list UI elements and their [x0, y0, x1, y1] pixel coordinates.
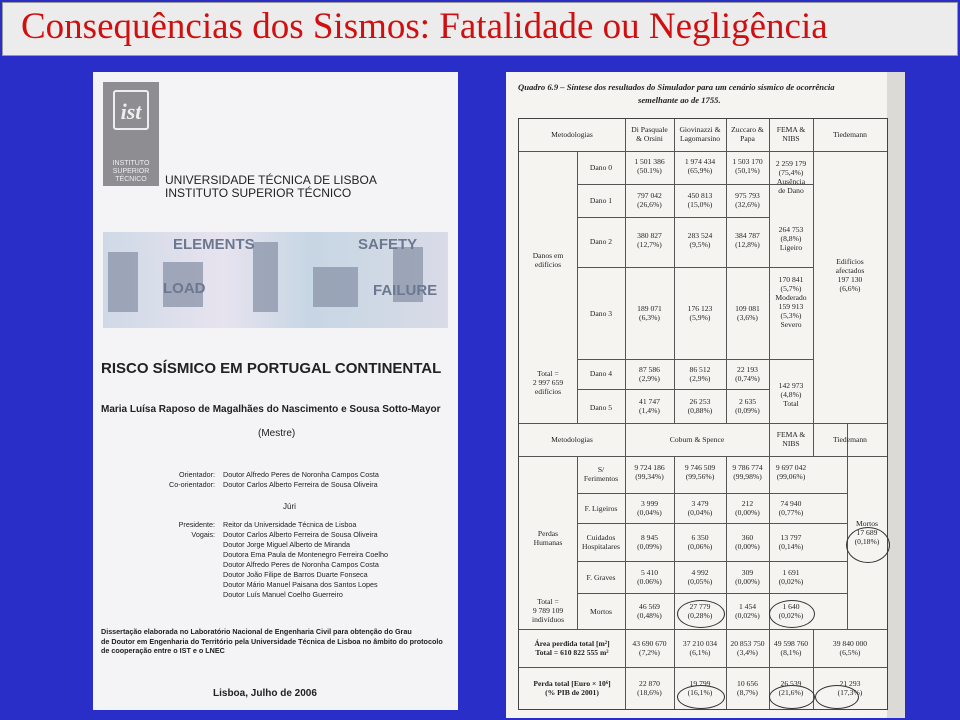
cell: 797 042 (26,6%)	[637, 191, 662, 209]
cell: 5 410 (0.06%)	[637, 568, 662, 586]
cell: 9 786 774 (99,98%)	[732, 463, 763, 481]
cell: 1 501 386 (50.1%)	[634, 157, 665, 175]
ist-logo-text: INSTITUTO SUPERIOR TÉCNICO	[112, 160, 150, 183]
row-label: Cuidados Hospitalares	[582, 533, 620, 551]
hand-circle-mark	[846, 527, 890, 563]
ist-logo-mark: ist	[113, 90, 149, 130]
fema-cell: 2 259 179 (75,4%) Ausência de Dano	[775, 159, 807, 195]
header-cell: Coburn & Spence	[669, 435, 725, 444]
place-date: Lisboa, Julho de 2006	[213, 688, 317, 699]
cell: 26 253 (0,88%)	[687, 397, 713, 415]
cell: 49 598 760 (8,1%)	[773, 639, 809, 657]
cell: 109 081 (3,6%)	[735, 304, 760, 322]
row-label: F. Graves	[586, 573, 616, 582]
jury-member: Doutor João Filipe de Barros Duarte Fonseca	[223, 570, 368, 579]
cell: 1 640 (0,02%)	[778, 602, 804, 620]
hand-circle-mark	[677, 600, 725, 628]
jury-member: Doutor Luís Manuel Coelho Guerreiro	[223, 590, 343, 599]
cell: 6 350 (0,06%)	[687, 533, 713, 551]
cell: 4 992 (0,05%)	[687, 568, 713, 586]
cell: 450 813 (15,0%)	[687, 191, 713, 209]
cell: 9 746 509 (99,56%)	[684, 463, 716, 481]
jury-member: Doutor Jorge Miguel Alberto de Miranda	[223, 540, 351, 549]
row-label: Dano 4	[589, 369, 613, 378]
cell: 2 635 (0,09%)	[735, 397, 760, 415]
row-label: Dano 2	[589, 237, 613, 246]
jury-member: Reitor da Universidade Técnica de Lisboa	[223, 520, 357, 529]
jury-member: Doutora Ema Paula de Montenegro Ferreira Coelho	[223, 550, 389, 559]
row-label: Dano 1	[589, 196, 613, 205]
art-word: LOAD	[163, 280, 206, 297]
cell: 46 569 (0,48%)	[637, 602, 662, 620]
cell: 212 (0,00%)	[735, 499, 760, 517]
header-cell: Tiedemann	[833, 130, 867, 139]
page-edge	[887, 72, 905, 718]
university-name: UNIVERSIDADE TÉCNICA DE LISBOA INSTITUTO SUPERIOR TÉCNICO	[165, 173, 377, 200]
tiedemann-cell: Mortos 17 689 (0,18%)	[854, 519, 880, 546]
row-label: Área perdida total [m²] Total = 610 822 555 m²	[534, 639, 610, 657]
row-label: S/ Ferimentos	[583, 465, 619, 483]
total-label: Total = 2 997 659 edifícios	[532, 369, 564, 396]
thesis-cover	[93, 72, 458, 710]
tiedemann-cell: Edifícios afectados 197 130 (6,6%)	[835, 257, 865, 293]
row-label: Dano 3	[589, 309, 613, 318]
art-word: ELEMENTS	[173, 236, 255, 253]
cell: 176 123 (5,9%)	[687, 304, 713, 322]
cell: 26 539 (21,6%)	[778, 679, 804, 697]
header-cell: FEMA & NIBS	[776, 430, 806, 448]
dissertation-note: Dissertação elaborada no Laboratório Nacional de Engenharia Civil para obtenção do Grau de Doutor em Engenharia do Território pela Universidade Técnica de Lisboa no âmbito do protocolo de cooperação entre o IST e o LNEC	[101, 627, 443, 655]
cell: 380 827 (12,7%)	[637, 231, 662, 249]
cell: 309 (0,00%)	[735, 568, 760, 586]
degree: (Mestre)	[258, 428, 296, 439]
cell: 37 210 034 (6,1%)	[682, 639, 718, 657]
cell: 8 945 (0,09%)	[637, 533, 662, 551]
header-cell: Tiedemann	[833, 435, 867, 444]
cell: 22 870 (18,6%)	[637, 679, 662, 697]
table-caption: Quadro 6.9 – Síntese dos resultados do Simulador para um cenário sísmico de ocorrência semelhante ao de 1755.	[518, 82, 835, 105]
jury-heading: Júri	[283, 502, 296, 511]
cell: 43 690 670 (7,2%)	[632, 639, 667, 657]
cell: 1 503 170 (50,1%)	[732, 157, 763, 175]
cell: 20 853 750 (3,4%)	[730, 639, 765, 657]
total-label: Total = 9 789 109 indivíduos	[531, 597, 565, 624]
jury-member: Doutor Alfredo Peres de Noronha Campos Costa	[223, 560, 379, 569]
cell: 975 793 (32,6%)	[735, 191, 760, 209]
results-table	[518, 118, 888, 710]
author-name: Maria Luísa Raposo de Magalhães do Nascimento e Sousa Sotto-Mayor	[101, 404, 441, 415]
cell: 1 454 (0,02%)	[735, 602, 760, 620]
fema-cell: 170 841 (5,7%) Moderado 159 913 (5,3%) Severo	[775, 275, 807, 329]
group-label: Danos em edifícios	[532, 251, 564, 269]
cell: 86 512 (2,9%)	[689, 365, 711, 383]
cell: 27 779 (0,28%)	[687, 602, 713, 620]
cover-artwork	[103, 232, 448, 328]
cell: 3 999 (0,04%)	[637, 499, 662, 517]
cell: 189 071 (6,3%)	[637, 304, 662, 322]
row-label: Mortos	[590, 607, 612, 616]
advisor-role: Orientador:	[179, 470, 215, 479]
cell: 1 974 434 (65,9%)	[684, 157, 716, 175]
cell: 41 747 (1,4%)	[639, 397, 660, 415]
cell: 360 (0,00%)	[735, 533, 760, 551]
art-word: FAILURE	[373, 282, 438, 299]
advisor-name: Doutor Carlos Alberto Ferreira de Sousa Oliveira	[223, 480, 378, 489]
art-word: SAFETY	[358, 236, 418, 253]
header-cell: FEMA & NIBS	[776, 125, 806, 143]
jury-role: Presidente:	[178, 520, 215, 529]
cell: 9 697 042 (99,06%)	[775, 463, 807, 481]
jury-role: Vogais:	[191, 530, 215, 539]
advisor-name: Doutor Alfredo Peres de Noronha Campos Costa	[223, 470, 379, 479]
cell: 10 656 (8,7%)	[737, 679, 758, 697]
row-label: Dano 0	[589, 163, 613, 172]
header-cell: Metodologias	[551, 130, 593, 139]
hand-circle-mark	[677, 685, 725, 709]
hand-circle-mark	[769, 600, 815, 628]
cell: 22 193 (0,74%)	[735, 365, 760, 383]
fema-cell: 142 973 (4,8%) Total	[778, 381, 804, 408]
jury-member: Doutor Mário Manuel Paisana dos Santos Lopes	[223, 580, 378, 589]
slide-title: Consequências dos Sismos: Fatalidade ou Negligência	[21, 6, 828, 47]
cell: 21 293 (17,3%)	[837, 679, 863, 697]
jury-member: Doutor Carlos Alberto Ferreira de Sousa Oliveira	[223, 530, 378, 539]
cell: 3 479 (0,04%)	[687, 499, 713, 517]
report-title: RISCO SÍSMICO EM PORTUGAL CONTINENTAL	[101, 360, 442, 377]
cell: 283 524 (9,5%)	[687, 231, 713, 249]
ist-logo	[103, 82, 159, 186]
cell: 19 799 (16,1%)	[687, 679, 713, 697]
row-label: Perda total [Euro × 10⁶] (% PIB de 2001)	[533, 679, 611, 697]
row-label: F. Ligeiros	[584, 504, 618, 513]
advisor-role: Co-orientador:	[169, 480, 215, 489]
cell: 13 797 (0,14%)	[778, 533, 804, 551]
hand-circle-mark	[815, 685, 859, 709]
cell: 87 586 (2,9%)	[639, 365, 660, 383]
header-cell: Metodologias	[551, 435, 593, 444]
title-bar	[2, 2, 958, 56]
header-cell: Zuccaro & Papa	[731, 125, 764, 143]
cell: 39 840 000 (6,5%)	[832, 639, 868, 657]
group-label: Perdas Humanas	[533, 529, 563, 547]
header-cell: Di Pasquale & Orsini	[631, 125, 668, 143]
header-cell: Giovinazzi & Lagomarsino	[679, 125, 721, 143]
cell: 9 724 186 (99,34%)	[634, 463, 665, 481]
cell: 1 691 (0,02%)	[778, 568, 804, 586]
cell: 74 940 (0,77%)	[778, 499, 804, 517]
hand-circle-mark	[769, 685, 815, 709]
cell: 384 787 (12,8%)	[735, 231, 760, 249]
row-label: Dano 5	[589, 403, 613, 412]
table-page	[506, 72, 905, 718]
fema-cell: 264 753 (8,8%) Ligeiro	[778, 225, 804, 252]
